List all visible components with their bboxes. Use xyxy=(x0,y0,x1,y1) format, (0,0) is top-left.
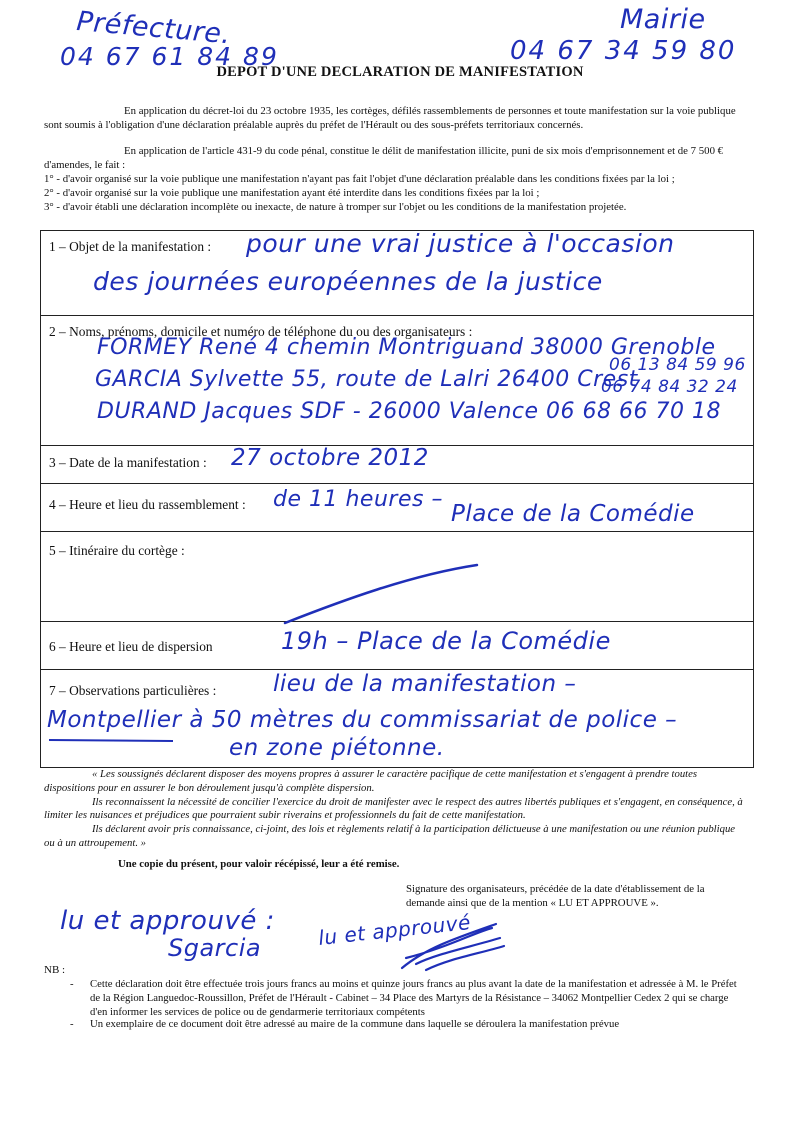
underline-mark xyxy=(47,735,177,745)
handwritten-approval-1: lu et approuvé : xyxy=(60,906,275,936)
nb-label: NB : xyxy=(44,964,66,976)
field-3-label: 3 – Date de la manifestation : xyxy=(49,455,207,470)
organizer-2-phone-a[interactable]: 06 13 84 59 96 xyxy=(609,355,746,375)
intro-paragraph-1: En application du décret-loi du 23 octobre 1935, les cortèges, défilés rassemblements de personnes et toute manifestation sur la voie publique sont soumis à l'obligation d'une déclaration préalable auprès du préfet de l'Hérault ou des sous-préfets territoriaux concernés. xyxy=(44,105,736,131)
field-7-line-1[interactable]: lieu de la manifestation – xyxy=(273,671,577,697)
field-6-label: 6 – Heure et lieu de dispersion xyxy=(49,639,213,654)
field-7-line-2[interactable]: Montpellier à 50 mètres du commissariat de police – xyxy=(47,707,678,733)
field-1-label: 1 – Objet de la manifestation : xyxy=(49,239,212,254)
field-1-value-line-1[interactable]: pour une vrai justice à l'occasion xyxy=(246,229,675,258)
offense-item-3: 3° - d'avoir établi une déclaration incomplète ou inexacte, de nature à tromper sur l'objet ou les conditions de la manifestation projetée. xyxy=(44,201,627,213)
mairie-handwritten-phone: 04 67 34 59 80 xyxy=(510,36,737,66)
nb-item-1: - Cette déclaration doit être effectuée trois jours francs au moins et quinze jours francs au plus avant la date de la manifestation et adressée à M. le Préfet de la Région Languedoc-Roussillon, Préfet de l'Hérault - Cabinet – 34 Place des Martyrs de la Résistance – 34062 Montpellier Cedex 2 qui se charge d'en informer les services de police ou de gendarmerie territoriaux compétents xyxy=(70,978,737,1018)
organizer-2[interactable]: GARCIA Sylvette 55, route de Lalri 26400 Crest xyxy=(95,367,638,392)
field-2-label: 2 – Noms, prénoms, domicile et numéro de téléphone du ou des organisateurs : xyxy=(49,324,473,339)
nb-item-2: - Un exemplaire de ce document doit être adressé au maire de la commune dans laquelle se déroulera la manifestation prévue xyxy=(70,1018,620,1030)
signature-instructions: Signature des organisateurs, précédée de la date d'établissement de la demande ainsi que de la mention « LU ET APPROUVE ». xyxy=(406,883,705,909)
legal-statement: « Les soussignés déclarent disposer des moyens propres à assurer le caractère pacifique de cette manifestation et s'engagent à prendre toutes dispositions pour en assurer le bon déroulement jusqu'à complète dispersion. Ils reconnaissent la nécessité de concilier l'exercice du droit de manifester avec le respect des autres libertés publiques et s'engagent, en conséquence, à limiter les nuisances et préjudices que pourraient subir riverains et professionnels du fait de cette manifestation. Ils déclarent avoir pris connaissance, ci-joint, des lois et règlements relatif à la participation délictueuse à une manifestation ou une réunion publique ou à un attroupement. » xyxy=(44,768,743,849)
offense-item-1: 1° - d'avoir organisé sur la voie publique une manifestation n'ayant pas fait l'objet d'une déclaration préalable dans les conditions fixées par la loi ; xyxy=(44,173,675,185)
organizer-2-phone-b[interactable]: 06 74 84 32 24 xyxy=(601,377,738,397)
field-6-value[interactable]: 19h – Place de la Comédie xyxy=(281,627,611,655)
declaration-form xyxy=(40,230,754,768)
prefecture-handwritten-phone: 04 67 61 84 89 xyxy=(60,42,279,71)
intro-paragraph-2: En application de l'article 431-9 du code pénal, constitue le délit de manifestation illicite, puni de six mois d'emprisonnement et de 7 500 € d'amendes, le fait : 1° - d'avoir organisé sur la voie publique une manifestation n'ayant pas fait l'objet d'une déclaration préalable dans les conditions fixées par la loi ; 2° - d'avoir organisé sur la voie publique une manifestation ayant été interdite dans les conditions fixées par la loi ; 3° - d'avoir établi une déclaration incomplète ou inexacte, de nature à tromper sur l'objet ou les conditions de la manifestation projetée. xyxy=(44,144,744,214)
offense-item-2: 2° - d'avoir organisé sur la voie publique une manifestation ayant été interdite dans les conditions fixées par la loi ; xyxy=(44,187,540,199)
field-4-label: 4 – Heure et lieu du rassemblement : xyxy=(49,497,246,512)
mairie-handwritten-label: Mairie xyxy=(620,4,706,35)
form-divider xyxy=(41,669,753,670)
field-7-label: 7 – Observations particulières : xyxy=(49,683,217,698)
field-1-value-line-2[interactable]: des journées européennes de la justice xyxy=(93,267,603,296)
itinerary-strike-line xyxy=(281,561,481,631)
form-divider xyxy=(41,315,753,316)
document-title: DEPOT D'UNE DECLARATION DE MANIFESTATION xyxy=(216,64,584,80)
organizer-3[interactable]: DURAND Jacques SDF - 26000 Valence 06 68 66 70 18 xyxy=(97,399,721,424)
field-4-place[interactable]: Place de la Comédie xyxy=(451,501,695,527)
handwritten-approval-2: lu et approuvé xyxy=(317,910,472,950)
signature-scribble xyxy=(396,918,506,974)
copy-notice: Une copie du présent, pour valoir récépissé, leur a été remise. xyxy=(118,858,400,870)
field-3-value[interactable]: 27 octobre 2012 xyxy=(231,445,429,471)
form-divider xyxy=(41,531,753,532)
form-divider xyxy=(41,483,753,484)
prefecture-handwritten-label: Préfecture. xyxy=(75,6,232,51)
field-5-label: 5 – Itinéraire du cortège : xyxy=(49,543,185,558)
field-4-time[interactable]: de 11 heures – xyxy=(273,487,443,512)
signature-garcia: Sgarcia xyxy=(168,934,262,962)
organizer-1[interactable]: FORMEY René 4 chemin Montriguand 38000 Grenoble xyxy=(97,335,716,360)
field-7-line-3[interactable]: en zone piétonne. xyxy=(229,735,445,761)
